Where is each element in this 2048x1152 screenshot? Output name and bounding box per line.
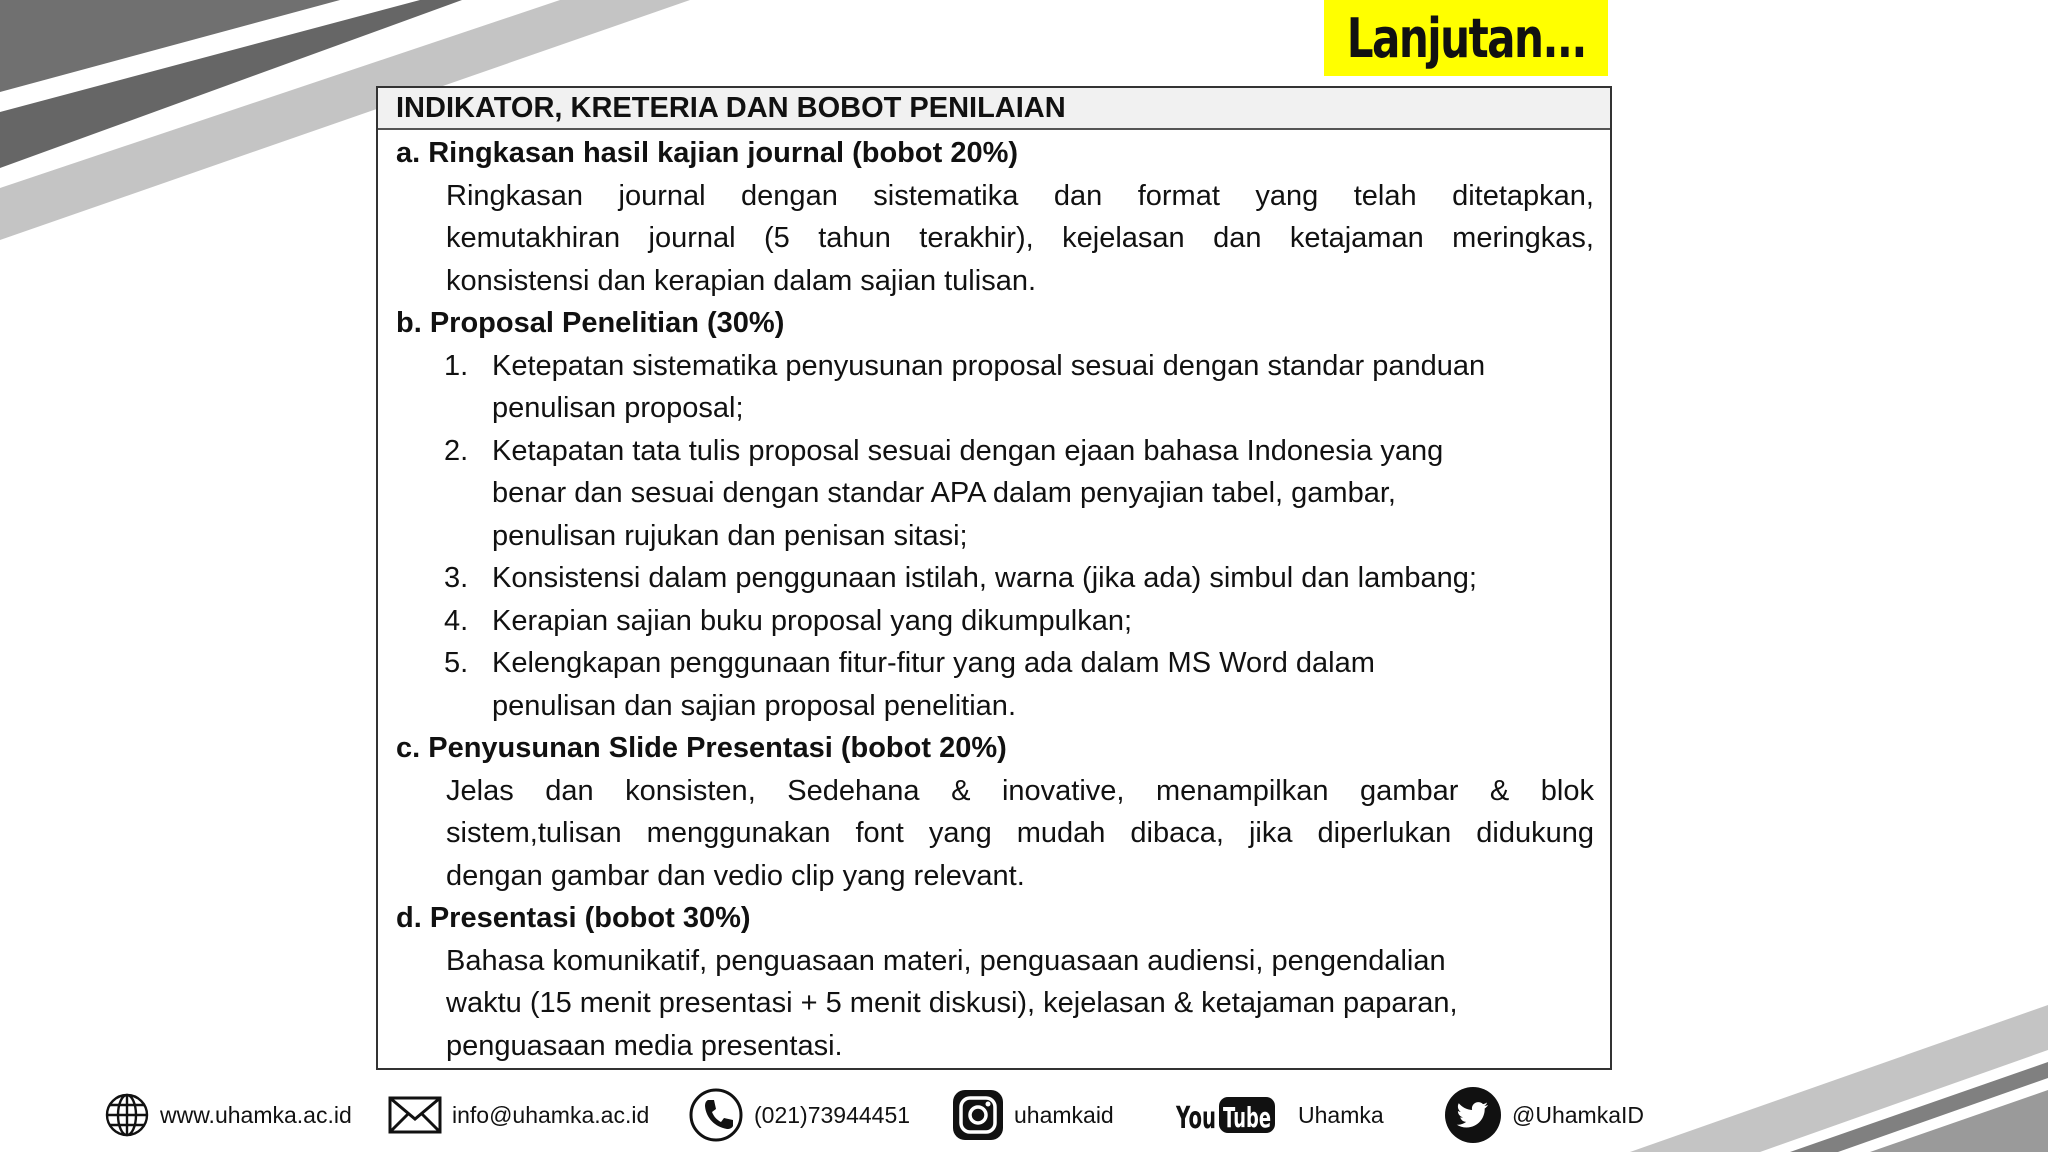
section-d-title: d. Presentasi (bobot 30%) bbox=[396, 902, 751, 934]
list-item bbox=[396, 557, 1594, 600]
criteria-header: INDIKATOR, KRETERIA DAN BOBOT PENILAIAN bbox=[378, 88, 1610, 130]
footer-instagram[interactable] bbox=[952, 1080, 1114, 1150]
list-item bbox=[396, 642, 1594, 685]
criteria-content bbox=[396, 132, 1594, 1067]
phone-icon bbox=[688, 1087, 744, 1143]
continued-badge bbox=[1324, 0, 1608, 76]
section-d-line: penguasaan media presentasi. bbox=[446, 1029, 843, 1062]
section-c-line: dengan gambar dan vedio clip yang relevant. bbox=[446, 859, 1025, 892]
list-number: 4. bbox=[444, 604, 469, 637]
youtube-channel[interactable]: Uhamka bbox=[1298, 1101, 1384, 1128]
section-c-line: sistem,tulisan menggunakan font yang mudah dibaca, jika diperlukan didukung bbox=[446, 817, 1594, 849]
section-a-title: a. Ringkasan hasil kajian journal (bobot 20%) bbox=[396, 137, 1019, 169]
section-a-line: kemutakhiran journal (5 tahun terakhir), kejelasan dan ketajaman meringkas, bbox=[446, 222, 1594, 254]
instagram-handle[interactable]: uhamkaid bbox=[1014, 1101, 1114, 1128]
section-b-title: b. Proposal Penelitian (30%) bbox=[396, 307, 785, 339]
twitter-handle[interactable]: @UhamkaID bbox=[1512, 1101, 1644, 1128]
footer-youtube[interactable] bbox=[1174, 1080, 1384, 1150]
website-link[interactable]: www.uhamka.ac.id bbox=[160, 1101, 352, 1128]
footer-website[interactable] bbox=[104, 1080, 352, 1150]
list-number: 3. bbox=[444, 562, 469, 594]
list-item-text: Konsistensi dalam penggunaan istilah, warna (jika ada) simbul dan lambang; bbox=[492, 562, 1477, 594]
list-item-text: Ketapatan tata tulis proposal sesuai dengan ejaan bahasa Indonesia yang bbox=[492, 434, 1444, 467]
section-c-title: c. Penyusunan Slide Presentasi (bobot 20%) bbox=[396, 732, 1007, 764]
instagram-icon bbox=[952, 1089, 1004, 1141]
envelope-icon bbox=[388, 1095, 442, 1135]
list-item-text: Ketepatan sistematika penyusunan proposal sesuai dengan standar panduan bbox=[492, 349, 1486, 382]
list-number: 5. bbox=[444, 647, 469, 679]
svg-text:Tube: Tube bbox=[1223, 1101, 1271, 1134]
list-number: 1. bbox=[444, 349, 469, 382]
section-c-line: Jelas dan konsisten, Sedehana & inovative, menampilkan gambar & blok bbox=[446, 774, 1594, 807]
footer-email[interactable] bbox=[388, 1080, 649, 1150]
footer-phone[interactable] bbox=[688, 1080, 910, 1150]
list-item-continuation: benar dan sesuai dengan standar APA dalam penyajian tabel, gambar, bbox=[492, 477, 1396, 509]
phone-number[interactable]: (021)73944451 bbox=[754, 1101, 911, 1128]
youtube-icon bbox=[1174, 1093, 1278, 1137]
section-d-line: Bahasa komunikatif, penguasaan materi, penguasaan audiensi, pengendalian bbox=[446, 944, 1446, 977]
email-link[interactable]: info@uhamka.ac.id bbox=[452, 1101, 650, 1128]
footer-twitter[interactable] bbox=[1444, 1080, 1644, 1150]
badge-label: Lanjutan... bbox=[1346, 6, 1586, 70]
list-item-continuation: penulisan rujukan dan penisan sitasi; bbox=[492, 519, 968, 552]
list-item bbox=[396, 345, 1594, 388]
list-number: 2. bbox=[444, 434, 469, 467]
contact-footer bbox=[0, 1080, 2048, 1150]
list-item bbox=[396, 600, 1594, 643]
section-a-line: Ringkasan journal dengan sistematika dan format yang telah ditetapkan, bbox=[446, 179, 1594, 212]
list-item bbox=[396, 430, 1594, 473]
list-item-text: Kerapian sajian buku proposal yang dikumpulkan; bbox=[492, 604, 1133, 637]
list-item-continuation: penulisan dan sajian proposal penelitian. bbox=[492, 689, 1016, 722]
criteria-box bbox=[376, 86, 1612, 1070]
globe-icon bbox=[104, 1092, 150, 1138]
twitter-icon bbox=[1444, 1086, 1502, 1144]
list-item-text: Kelengkapan penggunaan fitur-fitur yang ada dalam MS Word dalam bbox=[492, 647, 1375, 679]
svg-text:You: You bbox=[1175, 1101, 1216, 1136]
list-item-continuation: penulisan proposal; bbox=[492, 392, 744, 424]
section-d-line: waktu (15 menit presentasi + 5 menit diskusi), kejelasan & ketajaman paparan, bbox=[446, 987, 1458, 1019]
section-a-line: konsistensi dan kerapian dalam sajian tulisan. bbox=[446, 264, 1037, 297]
